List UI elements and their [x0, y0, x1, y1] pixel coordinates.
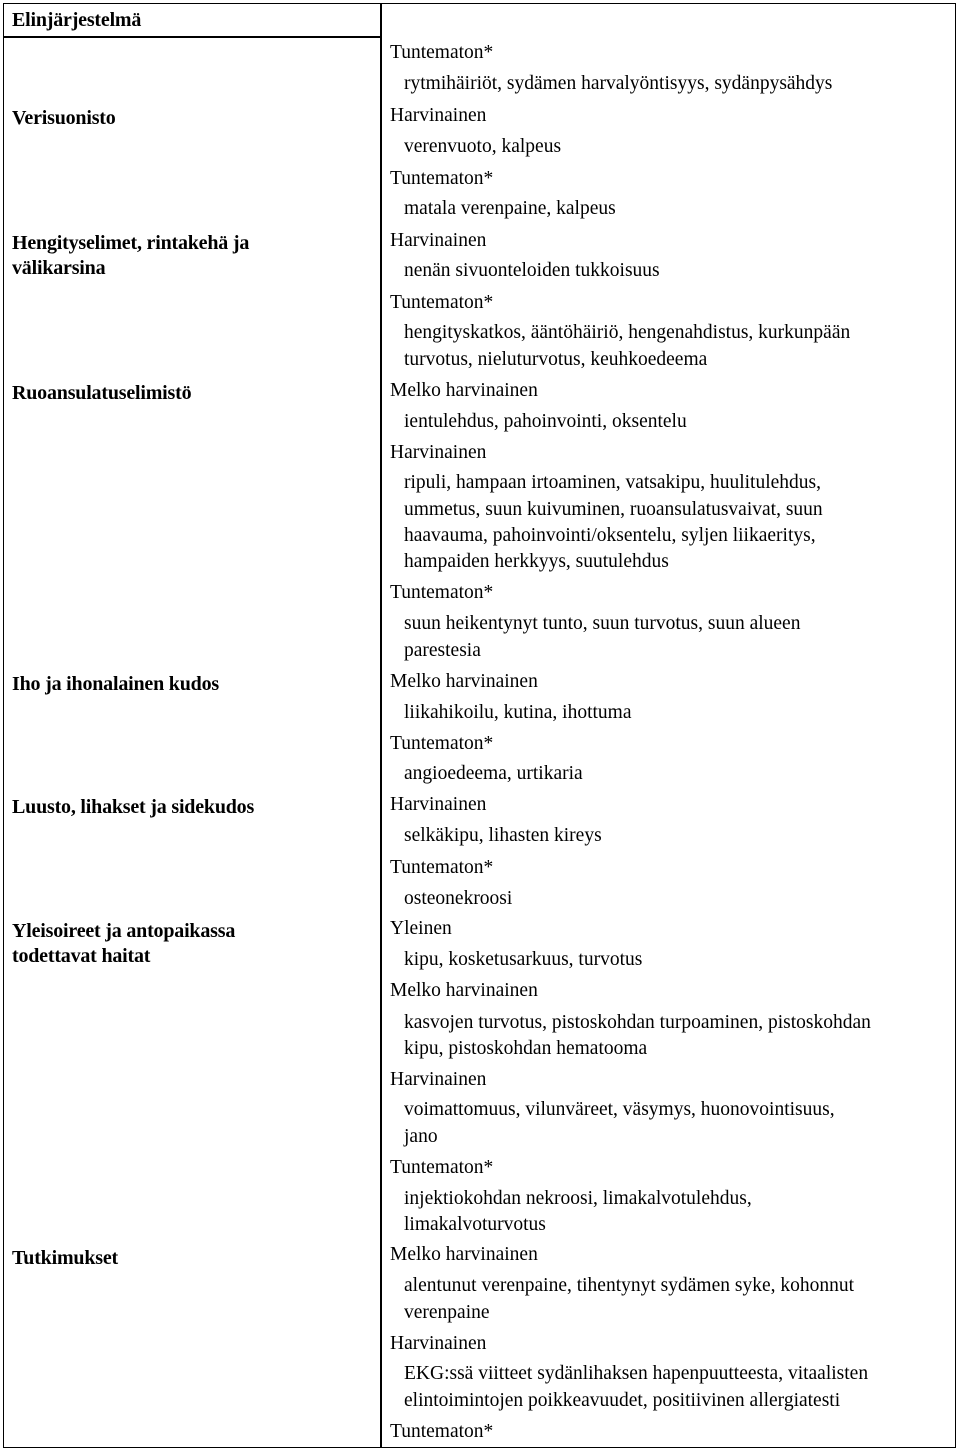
system-hengityselimet	[12, 231, 367, 281]
system-name-line: Yleisoireet ja antopaikassa	[12, 920, 236, 942]
effect-text: turvotus, nieluturvotus, keuhkoedeema	[404, 349, 708, 370]
effect-text: selkäkipu, lihasten kireys	[404, 825, 602, 846]
frequency-label: Harvinainen	[390, 1333, 487, 1354]
effect-text: ummetus, suun kuivuminen, ruoansulatusvaivat, suun	[404, 499, 823, 520]
system-tutkimukset: Tutkimukset	[12, 1247, 118, 1269]
system-name-line: välikarsina	[12, 257, 106, 279]
frequency-label: Melko harvinainen	[390, 980, 538, 1001]
frequency-label: Harvinainen	[390, 794, 487, 815]
column-header-system: Elinjärjestelmä	[12, 9, 142, 31]
effect-text: ripuli, hampaan irtoaminen, vatsakipu, huulitulehdus,	[404, 472, 822, 493]
frequency-label: Tuntematon*	[390, 42, 494, 63]
frequency-label: Yleinen	[390, 918, 452, 939]
effect-text: hengityskatkos, ääntöhäiriö, hengenahdistus, kurkunpään	[404, 322, 851, 343]
system-ruoansulatus: Ruoansulatuselimistö	[12, 382, 192, 404]
effect-text: nenän sivuonteloiden tukkoisuus	[404, 260, 660, 281]
frequency-label: Tuntematon*	[390, 1421, 494, 1442]
effect-text: alentunut verenpaine, tihentynyt sydämen syke, kohonnut	[404, 1275, 855, 1296]
frequency-label: Tuntematon*	[390, 582, 494, 603]
system-name-line: Hengityselimet, rintakehä ja	[12, 232, 250, 254]
system-name-line: todettavat haitat	[12, 945, 151, 967]
frequency-label: Tuntematon*	[390, 292, 494, 313]
frequency-label: Harvinainen	[390, 230, 487, 251]
effect-text: haavauma, pahoinvointi/oksentelu, syljen liikaeritys,	[404, 525, 816, 546]
effect-text: injektiokohdan nekroosi, limakalvotulehdus,	[404, 1188, 752, 1209]
effect-text: kasvojen turvotus, pistoskohdan turpoaminen, pistoskohdan	[404, 1012, 871, 1033]
effect-text: verenvuoto, kalpeus	[404, 136, 562, 157]
frequency-label: Tuntematon*	[390, 733, 494, 754]
effect-text: hampaiden herkkyys, suutulehdus	[404, 551, 669, 572]
system-verisuonisto: Verisuonisto	[12, 107, 116, 129]
effect-text: matala verenpaine, kalpeus	[404, 198, 616, 219]
effect-text: osteonekroosi	[404, 888, 513, 909]
system-yleisoireet	[12, 919, 367, 969]
effect-text: elintoimintojen poikkeavuudet, positiivinen allergiatesti	[404, 1390, 841, 1411]
frequency-label: Harvinainen	[390, 442, 487, 463]
effect-text: liikahikoilu, kutina, ihottuma	[404, 702, 632, 723]
effect-text: verenpaine	[404, 1302, 490, 1323]
effect-text: kipu, kosketusarkuus, turvotus	[404, 949, 643, 970]
system-luusto: Luusto, lihakset ja sidekudos	[12, 796, 255, 818]
system-iho: Iho ja ihonalainen kudos	[12, 673, 219, 695]
frequency-label: Melko harvinainen	[390, 1244, 538, 1265]
effect-text: limakalvoturvotus	[404, 1214, 546, 1235]
effect-text: kipu, pistoskohdan hematooma	[404, 1038, 648, 1059]
frequency-label: Harvinainen	[390, 1069, 487, 1090]
effect-text: jano	[404, 1126, 438, 1147]
effect-text: rytmihäiriöt, sydämen harvalyöntisyys, sydänpysähdys	[404, 73, 833, 94]
frequency-label: Tuntematon*	[390, 168, 494, 189]
header-divider	[4, 36, 380, 38]
effect-text: ientulehdus, pahoinvointi, oksentelu	[404, 411, 687, 432]
effect-text: parestesia	[404, 640, 481, 661]
effect-text: suun heikentynyt tunto, suun turvotus, suun alueen	[404, 613, 801, 634]
effect-text: voimattomuus, vilunväreet, väsymys, huonovointisuus,	[404, 1099, 835, 1120]
frequency-label: Melko harvinainen	[390, 671, 538, 692]
column-divider	[380, 4, 382, 1447]
effect-text: EKG:ssä viitteet sydänlihaksen hapenpuutteesta, vitaalisten	[404, 1363, 869, 1384]
frequency-label: Tuntematon*	[390, 1157, 494, 1178]
effect-text: angioedeema, urtikaria	[404, 763, 583, 784]
frequency-label: Tuntematon*	[390, 857, 494, 878]
frequency-label: Harvinainen	[390, 105, 487, 126]
frequency-label: Melko harvinainen	[390, 380, 538, 401]
